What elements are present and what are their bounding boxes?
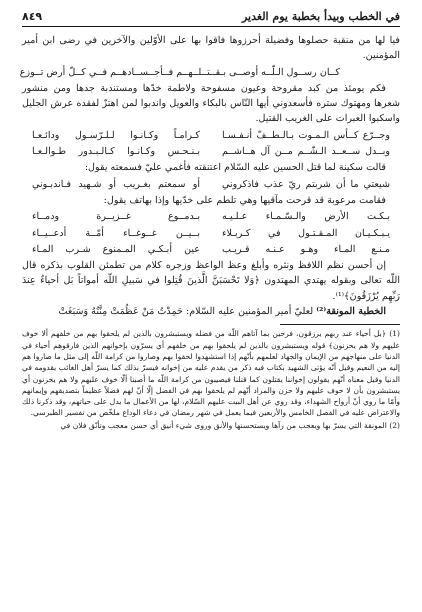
verse-first-hemistich: يـبـكـيـان المـقـتـول في كـربـلاء	[222, 227, 390, 239]
paragraph	[22, 33, 400, 64]
footnote: (2) المونقة التي يسرّ بها ويعجب من رآها ويستحسنها والأنق وروى شيء أنيق أي حسن معجب وتأنّق فلان في	[60, 420, 400, 430]
paragraph	[22, 193, 400, 208]
footnote-separator	[280, 324, 400, 325]
verse-line: كــان رســول الـلّــه أوصــى بـقــتــلــهــم فــأجــســادهــم فــي كــلّ أرض تــوزع	[19, 66, 340, 78]
verse-first-hemistich: مـنـع المـاء وهـو عـنـه قـريـب	[222, 243, 390, 255]
verse-first-hemistich: وبــدل ســعــد الـشّــم مــن آل هــاشــم	[222, 146, 390, 158]
running-header	[22, 10, 400, 27]
verse-first-hemistich: بـكـت الأرض والـسّـمـاء عـلـيـه	[222, 211, 390, 223]
paragraph-text: قالت سكينة لما قتل الحسين عليه السّلام اعتنقته فأغمي عليّ فسمعته يقول:	[84, 162, 386, 174]
verse-second-hemistich: بـدمــوع غــزيــرة ودمــاء	[32, 211, 200, 223]
header-title: في الخطب وبيدأ بخطبة يوم الغدير	[241, 10, 400, 23]
document-page	[19, 10, 400, 602]
verse-second-hemistich: عين أبـكـي المـمنوع شـرب المـاء	[32, 243, 200, 255]
verse-second-hemistich: بـنـحـس وكـانـوا كـالـبـدور طـوالـعـا	[32, 146, 200, 158]
verse-first-hemistich: وجــرّع كــأس الـمـوت بـالـطــفّ أنـفـسـا	[222, 129, 390, 141]
poem-verse	[32, 226, 390, 241]
main-text	[19, 33, 400, 319]
poem-verse	[32, 128, 390, 143]
paragraph-text: لعليّ أمير المؤمنين عليه السّلام: حَمِدْتُ مَنْ عَظُمَتْ مِنَّتُهُ وَسَبَغَتْ	[58, 306, 317, 318]
poem-verse	[32, 209, 390, 224]
paragraph	[22, 160, 400, 175]
poem-verse	[19, 65, 340, 80]
page-number: ٨٤٩	[22, 10, 43, 23]
footnote: (1) ﴿بل أحياء عند ربهم يرزقون، فرحين بما آتاهم اللّه من فضله ويستبشرون بالذين لم يلحقوا بهم من خلفهم ألا خوف عليهم ولا هم يحزنون﴾ قوله ويستبشرون بالذين لم يلحقوا بهم من خلفهم أي يسرّون بإخوانهم الذين فارقوهم أحياء في الدنيا على منهاجهم من الإيمان والجهاد لعلمهم بأنّهم إذا استشهدوا لحقوا بهم وصاروا من كرامة اللّه إلى مثل ما صاروا هم إليه من النعيم وقيل أنّه يؤتى الشهيد بكتاب فيه ذكر من يقدم عليه من إخوانه فيسرّ بذلك كما يسرّ أهل الغائب بقدومه في الدنيا وقيل معناه أنّهم يقولون إخواننا يقتلون كما قتلنا فيصيبون من كرامة اللّه ما أصبنا ألّا خوف عليهم ولا هم يحزنون أي يستبشرون بأن لا خوف عليهم ولا حزن والمراد أنّهم لم يلحقوا بهم في الفضل إلّا أنّ لهم فضلاً عظيماً بتصديقهم وإيمانهم وأمّا ما روي أنّ أرواح الشهداء، وقد روي عن أهل البيت عليهم السّلام، لها من الأعمال ما يدل على حياتهم، وقد ذكرنا ذلك والاعتراض عليه في الفصل الخامس والأربعين فيما يعمل في شهر رمضان في دعاء الوداع ملخّص من تفسير الطبرسي.	[22, 329, 400, 418]
paragraph-text: إن أحسن نظم اللافظ ونثره وأبلغ وعظ الواعظ وزجره كلام من تطمئن القلوب بذكره قال اللّه تعالى وبقوله يهتدي المهتدون ﴿وَلا تَحْسَبَنَّ الَّذينَ قُتِلوا في سَبيلِ اللّه أمواتاً بَل أحياءٌ عِندَ رَبِّهِم يُرْزَقُونَ﴾⁽¹⁾.	[22, 260, 400, 302]
verse-first-hemistich: شيعتي ما أن شربتم ريّ عذب فاذكروني	[222, 178, 390, 190]
poem-verse	[32, 242, 390, 257]
paragraph-text: فكم يومئذ من كبد مقروحة وعيون مسفوحة ولاطمة خدّها ومستندبة جدها ومن منشور شعرها ومهتوك ستره فأسعدوني أيها النّاس بالبكاء والعويل واندبوا لمن اهتزّ لفقده عرش الجليل واسكبوا العبرات على الغريب القتيل.	[22, 82, 400, 125]
paragraph-text: فيا لها من منقبة حصلوها وفضيلة أحرزوها فاقوا بها على الأوّلين والآخرين في رضى ابن أمير المؤمنين.	[22, 35, 400, 62]
verse-second-hemistich: بــيــن غــوغــاء أمّــة أدعــيــاء	[32, 227, 200, 239]
poem-verse	[32, 144, 390, 159]
paragraph	[22, 258, 400, 304]
paragraph	[22, 304, 400, 319]
paragraph	[22, 81, 400, 127]
footnotes	[22, 328, 400, 431]
verse-second-hemistich: أو سمعتم بغـريب أو شـهيد فـاندبـوني	[32, 178, 200, 190]
paragraph-text: فقامت مرعوبة قد قرحت مآقيها وهي تلطم على خدّيها وإذا بهاتف يقول:	[103, 194, 386, 206]
verse-second-hemistich: كـرامـاً وكـانـوا لـلـرّسـول ودائـعـا	[32, 129, 200, 141]
poem-verse	[32, 177, 390, 192]
section-heading: الخطبة المونقة⁽²⁾	[316, 306, 386, 318]
